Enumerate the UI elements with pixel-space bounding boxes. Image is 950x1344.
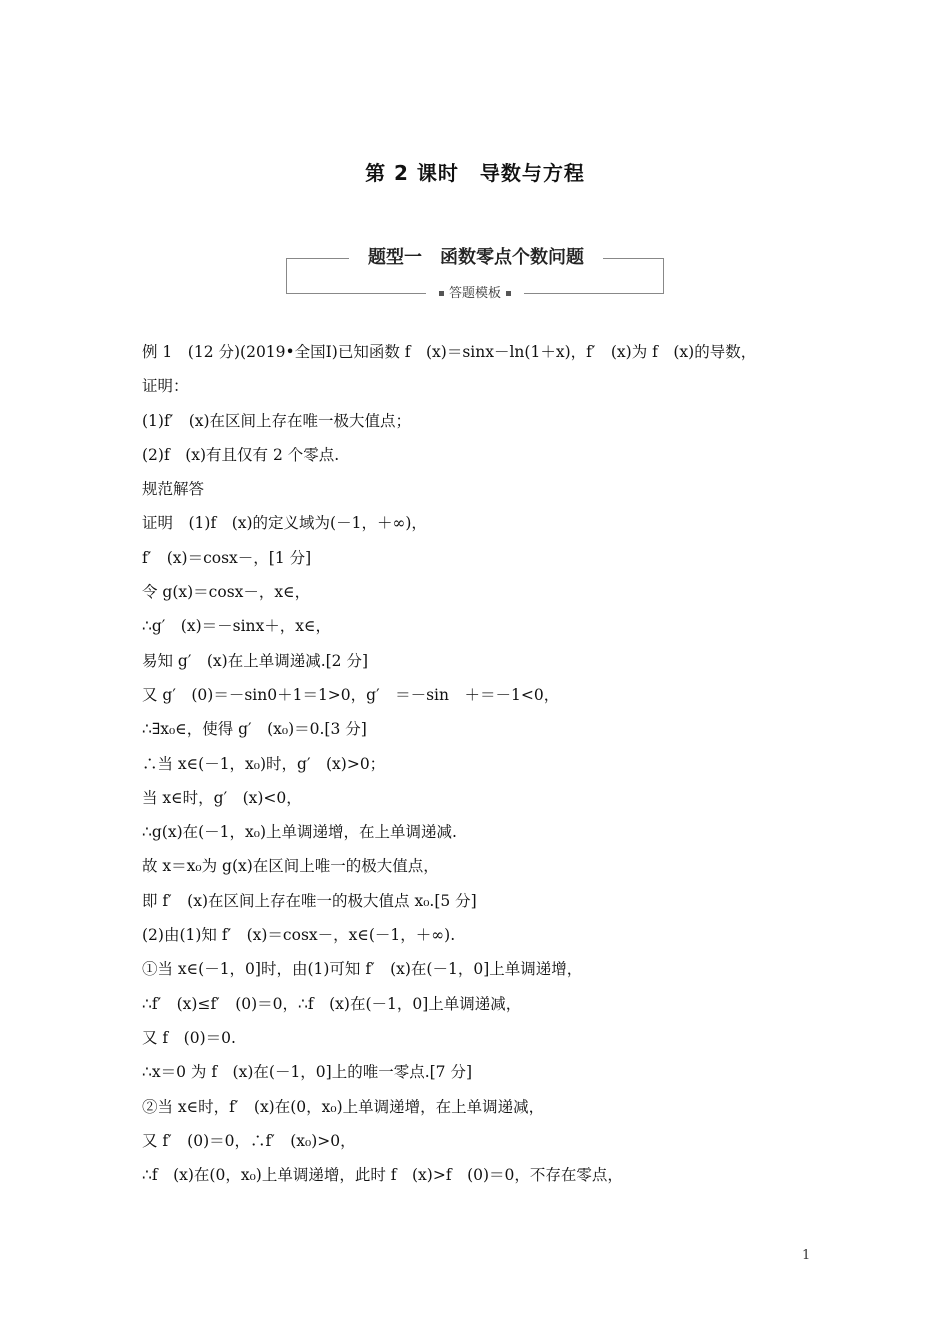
text-line: (1)f′ (x)在区间上存在唯一极大值点； <box>142 411 412 430</box>
text-line: 证明 (1)f (x)的定义域为(－1，＋∞)， <box>142 514 427 533</box>
text-line: ∴∃x₀∈，使得 g′ (x₀)＝0.[3 分] <box>142 720 367 739</box>
section-heading-label: 题型一 <box>368 247 422 268</box>
section-subtag-text: 答题模板 <box>448 286 502 301</box>
text-line: 例 1 (12 分)(2019•全国Ⅰ)已知函数 f (x)＝sinx－ln(1＋x)，f′ (x)为 f (x)的导数， <box>142 343 757 361</box>
text-line: (2)由(1)知 f′ (x)＝cosx－，x∈(－1，＋∞). <box>142 926 456 945</box>
section-heading <box>349 245 603 271</box>
page-number: 1 <box>802 1248 811 1263</box>
text-line: ∴g(x)在(－1，x₀)上单调递增，在上单调递减. <box>142 823 457 842</box>
text-line: 又 f (0)＝0. <box>142 1028 236 1047</box>
text-line: ∴g′ (x)＝－sinx＋，x∈， <box>142 617 331 636</box>
text-line: 又 g′ (0)＝－sin0＋1＝1>0，g′ ＝－sin ＋＝－1<0， <box>142 685 560 704</box>
text-line: 即 f′ (x)在区间上存在唯一的极大值点 x₀.[5 分] <box>142 891 477 910</box>
banner-rule-left <box>287 258 349 259</box>
section-subtag <box>426 286 524 302</box>
text-line: 故 x＝x₀为 g(x)在区间上唯一的极大值点， <box>142 857 439 876</box>
text-line: ∴当 x∈(－1，x₀)时，g′ (x)>0； <box>142 754 386 773</box>
square-bullet-icon <box>506 291 511 296</box>
text-line: (2)f (x)有且仅有 2 个零点. <box>142 445 340 464</box>
text-line: ∴f′ (x)≤f′ (0)＝0，∴f (x)在(－1，0]上单调递减， <box>142 994 522 1013</box>
page-title: 第 2 课时 导数与方程 <box>365 161 585 185</box>
text-line: 证明： <box>142 377 189 396</box>
banner-rule-right <box>603 258 663 259</box>
solution-body <box>142 338 832 1195</box>
text-line: 易知 g′ (x)在上单调递减.[2 分] <box>142 651 369 670</box>
text-line: 规范解答 <box>142 480 205 499</box>
text-line: ∴f (x)在(0，x₀)上单调递增，此时 f (x)>f (0)＝0，不存在零点， <box>142 1166 623 1185</box>
text-line: 令 g(x)＝cosx－，x∈， <box>142 583 311 602</box>
section-banner <box>286 247 664 301</box>
text-line: f′ (x)＝cosx－，[1 分] <box>142 548 312 567</box>
section-heading-title: 函数零点个数问题 <box>440 247 584 268</box>
text-line: ∴x＝0 为 f (x)在(－1，0]上的唯一零点.[7 分] <box>142 1063 473 1082</box>
text-line: ①当 x∈(－1，0]时，由(1)可知 f′ (x)在(－1，0]上单调递增， <box>142 960 583 979</box>
text-line: 又 f′ (0)＝0，∴f′ (x₀)>0， <box>142 1131 356 1150</box>
square-bullet-icon <box>439 291 444 296</box>
text-line: 当 x∈时，g′ (x)<0， <box>142 788 302 807</box>
text-line: ②当 x∈时，f′ (x)在(0，x₀)上单调递增，在上单调递减， <box>142 1097 545 1116</box>
